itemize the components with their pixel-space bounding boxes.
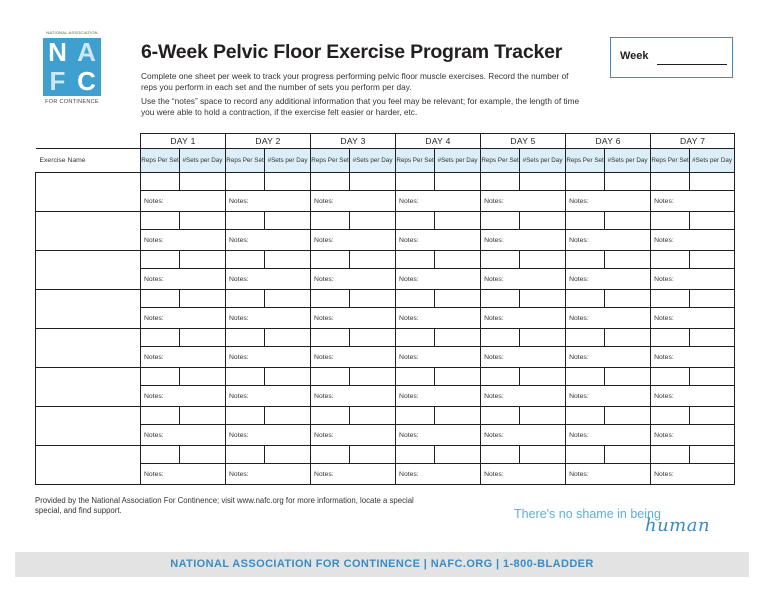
sets-cell[interactable] <box>520 368 566 386</box>
sets-cell[interactable] <box>180 290 226 308</box>
sets-cell[interactable] <box>265 212 311 230</box>
notes-cell[interactable]: Notes: <box>481 308 566 329</box>
notes-cell[interactable]: Notes: <box>396 386 481 407</box>
reps-cell[interactable] <box>396 446 435 464</box>
exercise-name-cell[interactable] <box>36 368 141 407</box>
sets-cell[interactable] <box>605 290 651 308</box>
notes-cell[interactable]: Notes: <box>226 386 311 407</box>
day-header: DAY 7 <box>651 134 735 149</box>
exercise-entry-row <box>36 212 735 230</box>
notes-cell[interactable]: Notes: <box>481 191 566 212</box>
reps-cell[interactable] <box>651 212 690 230</box>
notes-cell[interactable]: Notes: <box>311 191 396 212</box>
sets-cell[interactable] <box>690 368 735 386</box>
logo-top-text: NATIONAL ASSOCIATION <box>46 30 98 35</box>
exercise-entry-row <box>36 446 735 464</box>
reps-cell[interactable] <box>226 407 265 425</box>
sets-cell[interactable] <box>180 251 226 269</box>
notes-cell[interactable]: Notes: <box>396 464 481 485</box>
instructions <box>141 71 581 117</box>
sets-cell[interactable] <box>520 212 566 230</box>
exercise-entry-row <box>36 329 735 347</box>
notes-cell[interactable]: Notes: <box>226 308 311 329</box>
notes-cell[interactable]: Notes: <box>396 269 481 290</box>
sets-per-day-header: #Sets per Day <box>180 149 226 173</box>
sets-cell[interactable] <box>605 446 651 464</box>
reps-cell[interactable] <box>226 290 265 308</box>
reps-cell[interactable] <box>311 407 350 425</box>
reps-cell[interactable] <box>226 446 265 464</box>
logo-letter: C <box>77 66 96 96</box>
reps-cell[interactable] <box>396 368 435 386</box>
reps-cell[interactable] <box>396 212 435 230</box>
exercise-entry-row <box>36 251 735 269</box>
reps-cell[interactable] <box>141 407 180 425</box>
notes-cell[interactable]: Notes: <box>566 464 651 485</box>
exercise-name-cell[interactable] <box>36 407 141 446</box>
sets-cell[interactable] <box>520 290 566 308</box>
sets-cell[interactable] <box>265 290 311 308</box>
reps-cell[interactable] <box>481 368 520 386</box>
sets-cell[interactable] <box>690 446 735 464</box>
exercise-entry-row <box>36 407 735 425</box>
exercise-name-header: Exercise Name <box>36 149 141 173</box>
sets-cell[interactable] <box>435 446 481 464</box>
reps-cell[interactable] <box>651 446 690 464</box>
notes-cell[interactable]: Notes: <box>566 230 651 251</box>
logo-letter: F <box>49 66 66 96</box>
sets-cell[interactable] <box>690 329 735 347</box>
sets-cell[interactable] <box>350 212 396 230</box>
reps-cell[interactable] <box>396 290 435 308</box>
notes-cell[interactable]: Notes: <box>311 347 396 368</box>
notes-cell[interactable]: Notes: <box>311 464 396 485</box>
sets-cell[interactable] <box>350 290 396 308</box>
tracker-table <box>35 133 735 485</box>
exercise-notes-row <box>36 269 735 290</box>
sets-cell[interactable] <box>520 407 566 425</box>
week-field[interactable] <box>610 37 733 78</box>
table-corner <box>36 134 141 149</box>
sets-cell[interactable] <box>690 290 735 308</box>
footer-contact-text: NATIONAL ASSOCIATION FOR CONTINENCE | NAFC.ORG | 1-800-BLADDER <box>170 558 594 570</box>
sets-cell[interactable] <box>180 212 226 230</box>
sets-cell[interactable] <box>435 407 481 425</box>
sets-cell[interactable] <box>435 251 481 269</box>
sets-cell[interactable] <box>180 446 226 464</box>
notes-cell[interactable]: Notes: <box>651 230 735 251</box>
notes-cell[interactable]: Notes: <box>226 191 311 212</box>
slogan-emphasis: human <box>645 515 711 536</box>
sets-cell[interactable] <box>520 329 566 347</box>
footer-band <box>15 552 749 577</box>
notes-cell[interactable]: Notes: <box>651 347 735 368</box>
notes-cell[interactable]: Notes: <box>481 347 566 368</box>
reps-cell[interactable] <box>566 368 605 386</box>
notes-cell[interactable]: Notes: <box>396 230 481 251</box>
reps-per-set-header: Reps Per Set <box>651 149 690 173</box>
reps-cell[interactable] <box>396 173 435 191</box>
sets-cell[interactable] <box>435 329 481 347</box>
sets-cell[interactable] <box>520 446 566 464</box>
reps-cell[interactable] <box>141 329 180 347</box>
notes-cell[interactable]: Notes: <box>566 425 651 446</box>
instructions-paragraph-2: Use the “notes” space to record any additional information that you feel may be relevant; for example, the length of time you were able to hold a contraction, if the exercise felt easier or harder, etc. <box>141 96 580 117</box>
sets-cell[interactable] <box>605 173 651 191</box>
exercise-name-cell[interactable] <box>36 173 141 212</box>
reps-cell[interactable] <box>311 329 350 347</box>
notes-cell[interactable]: Notes: <box>311 308 396 329</box>
day-header: DAY 1 <box>141 134 226 149</box>
reps-cell[interactable] <box>651 173 690 191</box>
exercise-notes-row <box>36 191 735 212</box>
notes-cell[interactable]: Notes: <box>481 464 566 485</box>
reps-cell[interactable] <box>481 173 520 191</box>
slogan: There's no shame in being <box>514 507 661 521</box>
notes-cell[interactable]: Notes: <box>396 347 481 368</box>
sets-cell[interactable] <box>690 212 735 230</box>
notes-cell[interactable]: Notes: <box>651 386 735 407</box>
day-header: DAY 2 <box>226 134 311 149</box>
reps-cell[interactable] <box>141 290 180 308</box>
instructions-paragraph-1: Complete one sheet per week to track your progress performing pelvic floor muscle exercises. Record the number of reps you perform in each set and the number of sets you perform per day. <box>141 71 569 92</box>
reps-cell[interactable] <box>481 446 520 464</box>
reps-cell[interactable] <box>481 212 520 230</box>
reps-cell[interactable] <box>311 173 350 191</box>
notes-cell[interactable]: Notes: <box>226 230 311 251</box>
sets-cell[interactable] <box>350 251 396 269</box>
exercise-name-cell[interactable] <box>36 329 141 368</box>
notes-cell[interactable]: Notes: <box>141 308 226 329</box>
reps-cell[interactable] <box>651 251 690 269</box>
sets-cell[interactable] <box>180 329 226 347</box>
sets-cell[interactable] <box>605 407 651 425</box>
day-header: DAY 3 <box>311 134 396 149</box>
exercise-notes-row <box>36 347 735 368</box>
sets-cell[interactable] <box>605 212 651 230</box>
sets-cell[interactable] <box>265 251 311 269</box>
week-input-line[interactable] <box>657 64 727 65</box>
exercise-name-cell[interactable] <box>36 212 141 251</box>
notes-cell[interactable]: Notes: <box>141 230 226 251</box>
reps-cell[interactable] <box>566 329 605 347</box>
day-header: DAY 6 <box>566 134 651 149</box>
reps-cell[interactable] <box>566 407 605 425</box>
notes-cell[interactable]: Notes: <box>566 386 651 407</box>
reps-cell[interactable] <box>226 212 265 230</box>
notes-cell[interactable]: Notes: <box>566 269 651 290</box>
reps-per-set-header: Reps Per Set <box>226 149 265 173</box>
column-header-row <box>36 149 735 173</box>
exercise-name-cell[interactable] <box>36 446 141 485</box>
sets-per-day-header: #Sets per Day <box>605 149 651 173</box>
notes-cell[interactable]: Notes: <box>481 425 566 446</box>
page-title: 6-Week Pelvic Floor Exercise Program Tracker <box>141 41 563 63</box>
notes-cell[interactable]: Notes: <box>481 386 566 407</box>
notes-cell[interactable]: Notes: <box>226 269 311 290</box>
notes-cell[interactable]: Notes: <box>396 308 481 329</box>
notes-cell[interactable]: Notes: <box>651 269 735 290</box>
notes-cell[interactable]: Notes: <box>651 425 735 446</box>
reps-per-set-header: Reps Per Set <box>566 149 605 173</box>
notes-cell[interactable]: Notes: <box>396 425 481 446</box>
sets-cell[interactable] <box>435 368 481 386</box>
notes-cell[interactable]: Notes: <box>311 386 396 407</box>
sets-per-day-header: #Sets per Day <box>520 149 566 173</box>
reps-cell[interactable] <box>141 212 180 230</box>
reps-cell[interactable] <box>566 251 605 269</box>
reps-cell[interactable] <box>566 212 605 230</box>
exercise-entry-row <box>36 368 735 386</box>
notes-cell[interactable]: Notes: <box>651 308 735 329</box>
reps-cell[interactable] <box>141 251 180 269</box>
sets-per-day-header: #Sets per Day <box>435 149 481 173</box>
notes-cell[interactable]: Notes: <box>141 347 226 368</box>
sets-cell[interactable] <box>265 329 311 347</box>
reps-cell[interactable] <box>311 446 350 464</box>
sets-cell[interactable] <box>435 173 481 191</box>
reps-cell[interactable] <box>311 368 350 386</box>
sets-cell[interactable] <box>180 173 226 191</box>
logo-bottom-text: FOR CONTINENCE <box>45 99 99 105</box>
sets-cell[interactable] <box>520 251 566 269</box>
notes-cell[interactable]: Notes: <box>481 269 566 290</box>
day-header-row <box>36 134 735 149</box>
sets-per-day-header: #Sets per Day <box>265 149 311 173</box>
notes-cell[interactable]: Notes: <box>226 425 311 446</box>
day-header: DAY 4 <box>396 134 481 149</box>
reps-cell[interactable] <box>481 407 520 425</box>
tracker-body <box>36 173 735 485</box>
reps-cell[interactable] <box>396 329 435 347</box>
notes-cell[interactable]: Notes: <box>651 464 735 485</box>
notes-cell[interactable]: Notes: <box>566 191 651 212</box>
notes-cell[interactable]: Notes: <box>226 347 311 368</box>
notes-cell[interactable]: Notes: <box>311 230 396 251</box>
notes-cell[interactable]: Notes: <box>396 191 481 212</box>
reps-per-set-header: Reps Per Set <box>396 149 435 173</box>
logo-letter: N <box>48 37 67 67</box>
sets-per-day-header: #Sets per Day <box>350 149 396 173</box>
reps-per-set-header: Reps Per Set <box>481 149 520 173</box>
exercise-notes-row <box>36 230 735 251</box>
sets-cell[interactable] <box>605 329 651 347</box>
reps-cell[interactable] <box>651 407 690 425</box>
reps-per-set-header: Reps Per Set <box>141 149 180 173</box>
provided-by-text: Provided by the National Association For Continence; visit www.nafc.org for more information, locate a special special, and find support. <box>35 496 414 515</box>
reps-cell[interactable] <box>481 290 520 308</box>
sets-cell[interactable] <box>435 290 481 308</box>
reps-cell[interactable] <box>566 446 605 464</box>
reps-cell[interactable] <box>141 446 180 464</box>
day-header: DAY 5 <box>481 134 566 149</box>
reps-cell[interactable] <box>566 290 605 308</box>
sets-cell[interactable] <box>265 446 311 464</box>
reps-cell[interactable] <box>311 290 350 308</box>
sets-cell[interactable] <box>180 407 226 425</box>
exercise-notes-row <box>36 308 735 329</box>
notes-cell[interactable]: Notes: <box>141 269 226 290</box>
reps-cell[interactable] <box>396 407 435 425</box>
sets-cell[interactable] <box>350 368 396 386</box>
notes-cell[interactable]: Notes: <box>566 347 651 368</box>
notes-cell[interactable]: Notes: <box>566 308 651 329</box>
sets-cell[interactable] <box>350 446 396 464</box>
reps-cell[interactable] <box>651 368 690 386</box>
sets-cell[interactable] <box>690 251 735 269</box>
notes-cell[interactable]: Notes: <box>141 464 226 485</box>
notes-cell[interactable]: Notes: <box>141 425 226 446</box>
sets-cell[interactable] <box>265 368 311 386</box>
reps-cell[interactable] <box>481 329 520 347</box>
notes-cell[interactable]: Notes: <box>226 464 311 485</box>
notes-cell[interactable]: Notes: <box>481 230 566 251</box>
reps-cell[interactable] <box>481 251 520 269</box>
sets-cell[interactable] <box>690 407 735 425</box>
sets-cell[interactable] <box>350 173 396 191</box>
sets-cell[interactable] <box>180 368 226 386</box>
exercise-name-cell[interactable] <box>36 251 141 290</box>
sets-cell[interactable] <box>350 329 396 347</box>
notes-cell[interactable]: Notes: <box>311 425 396 446</box>
reps-cell[interactable] <box>566 173 605 191</box>
reps-cell[interactable] <box>141 173 180 191</box>
reps-cell[interactable] <box>226 368 265 386</box>
reps-cell[interactable] <box>651 329 690 347</box>
sets-cell[interactable] <box>690 173 735 191</box>
logo-letter: A <box>77 37 96 67</box>
exercise-notes-row <box>36 425 735 446</box>
logo-mark <box>43 38 101 96</box>
notes-cell[interactable]: Notes: <box>311 269 396 290</box>
exercise-entry-row <box>36 173 735 191</box>
sets-cell[interactable] <box>605 251 651 269</box>
reps-cell[interactable] <box>311 251 350 269</box>
reps-cell[interactable] <box>226 329 265 347</box>
sets-cell[interactable] <box>350 407 396 425</box>
reps-cell[interactable] <box>651 290 690 308</box>
reps-per-set-header: Reps Per Set <box>311 149 350 173</box>
reps-cell[interactable] <box>141 368 180 386</box>
sets-cell[interactable] <box>605 368 651 386</box>
reps-cell[interactable] <box>396 251 435 269</box>
sets-cell[interactable] <box>265 173 311 191</box>
sets-cell[interactable] <box>520 173 566 191</box>
reps-cell[interactable] <box>311 212 350 230</box>
week-label: Week <box>620 50 649 62</box>
notes-cell[interactable]: Notes: <box>141 386 226 407</box>
exercise-notes-row <box>36 464 735 485</box>
exercise-name-cell[interactable] <box>36 290 141 329</box>
sets-per-day-header: #Sets per Day <box>690 149 735 173</box>
sets-cell[interactable] <box>265 407 311 425</box>
reps-cell[interactable] <box>226 173 265 191</box>
nafc-logo <box>40 30 104 105</box>
reps-cell[interactable] <box>226 251 265 269</box>
sets-cell[interactable] <box>435 212 481 230</box>
exercise-entry-row <box>36 290 735 308</box>
exercise-notes-row <box>36 386 735 407</box>
notes-cell[interactable]: Notes: <box>141 191 226 212</box>
notes-cell[interactable]: Notes: <box>651 191 735 212</box>
